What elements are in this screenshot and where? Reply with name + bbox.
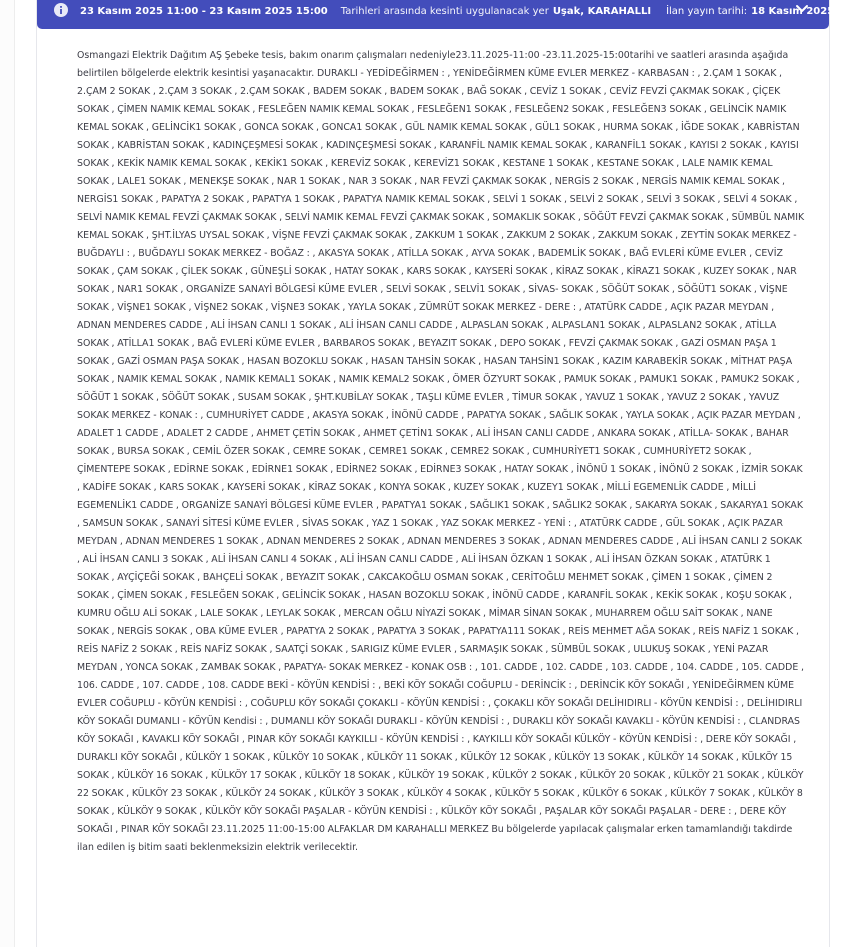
outage-dates: 23 Kasım 2025 11:00 - 23 Kasım 2025 15:00 [80, 6, 328, 17]
location-value: Uşak, KARAHALLI [552, 6, 652, 17]
left-rail [0, 0, 15, 947]
chevron-down-icon[interactable] [793, 2, 811, 16]
header-text [80, 6, 834, 17]
outage-header[interactable] [37, 0, 835, 29]
info-icon [53, 2, 69, 18]
outage-notice-text: Osmangazi Elektrik Dağıtım AŞ Şebeke tesis, bakım onarım çalışmaları nedeniyle23.11.2025-11:00 -23.11.2025-15:00tarihi ve saatleri arasında aşağıda belirtilen bölgelerde elektrik kesintisi yaşanacaktır. DURAKLI - YEDİDEĞİRMEN : , YENİDEĞİRMEN KÜME EVLER MERKEZ - KARBASAN : , 2.ÇAM 1 SOKAK , 2.ÇAM 2 SOKAK , 2.ÇAM 3 SOKAK , 2.ÇAM SOKAK , BADEM SOKAK , BADEM SOKAK , BAĞ SOKAK , CEVİZ 1 SOKAK , CEVİZ FEVZİ ÇAKMAK SOKAK , ÇİÇEK SOKAK , ÇİMEN NAMIK KEMAL SOKAK , FESLEĞEN NAMIK KEMAL SOKAK , FESLEĞEN1 SOKAK , FESLEĞEN2 SOKAK , FESLEĞEN3 SOKAK , GELİNCİK NAMIK KEMAL SOKAK , GELİNCİK1 SOKAK , GONCA SOKAK , GONCA1 SOKAK , GÜL NAMIK KEMAL SOKAK , GÜL1 SOKAK , HURMA SOKAK , İĞDE SOKAK , KABRİSTAN SOKAK , KABRİSTAN SOKAK , KADINÇEŞMESİ SOKAK , KADINÇEŞMESİ SOKAK , KARANFİL NAMIK KEMAL SOKAK , KARANFİL1 SOKAK , KAYISI 2 SOKAK , KAYISI SOKAK , KEKİK NAMIK KEMAL SOKAK , KEKİK1 SOKAK , KEREVİZ SOKAK , KEREVİZ1 SOKAK , KESTANE 1 SOKAK , KESTANE SOKAK , LALE NAMIK KEMAL SOKAK , LALE1 SOKAK , MENEKŞE SOKAK , NAR 1 SOKAK , NAR 3 SOKAK , NAR FEVZİ ÇAKMAK SOKAK , NERGİS 2 SOKAK , NERGİS NAMIK KEMAL SOKAK , NERGİS1 SOKAK , PAPATYA 2 SOKAK , PAPATYA 1 SOKAK , PAPATYA NAMIK KEMAL SOKAK , SELVİ 1 SOKAK , SELVİ 2 SOKAK , SELVİ 3 SOKAK , SELVİ 4 SOKAK , SELVİ NAMIK KEMAL FEVZİ ÇAKMAK SOKAK , SELVİ NAMIK KEMAL FEVZİ ÇAKMAK SOKAK , SOMAKLIK SOKAK , SÖĞÜT FEVZİ ÇAKMAK SOKAK , SÜMBÜL NAMIK KEMAL SOKAK , ŞHT.İLYAS UYSAL SOKAK , VİŞNE FEVZİ ÇAKMAK SOKAK , ZAKKUM 1 SOKAK , ZAKKUM 2 SOKAK , ZAKKUM SOKAK , ZEYTİN SOKAK MERKEZ - BUĞDAYLI : , BUĞDAYLI SOKAK MERKEZ - BOĞAZ : , AKASYA SOKAK , ATİLLA SOKAK , AYVA SOKAK , BADEMLİK SOKAK , BAĞ EVLERİ KÜME EVLER , CEVİZ SOKAK , ÇAM SOKAK , ÇİLEK SOKAK , GÜNEŞLİ SOKAK , HATAY SOKAK , KARS SOKAK , KAYSERİ SOKAK , KİRAZ SOKAK , KİRAZ1 SOKAK , KUZEY SOKAK , NAR SOKAK , NAR1 SOKAK , ORGANİZE SANAYİ BÖLGESİ KÜME EVLER , SELVİ SOKAK , SELVİ1 SOKAK , SİVAS- SOKAK , SÖĞÜT SOKAK , SÖĞÜT1 SOKAK , VİŞNE SOKAK , VİŞNE1 SOKAK , VİŞNE2 SOKAK , VİŞNE3 SOKAK , YAYLA SOKAK , ZÜMRÜT SOKAK MERKEZ - DERE : , ATATÜRK CADDE , AÇIK PAZAR MEYDAN , ADNAN MENDERES CADDE , ALİ İHSAN CANLI 1 SOKAK , ALİ İHSAN CANLI CADDE , ALPASLAN SOKAK , ALPASLAN1 SOKAK , ALPASLAN2 SOKAK , ATİLLA SOKAK , ATİLLA1 SOKAK , BAĞ EVLERİ KÜME EVLER , BARBAROS SOKAK , BEYAZIT SOKAK , DEPO SOKAK , FEVZİ ÇAKMAK SOKAK , GAZİ OSMAN PAŞA 1 SOKAK , GAZİ OSMAN PAŞA SOKAK , HASAN BOZOKLU SOKAK , HASAN TAHSİN SOKAK , HASAN TAHSİN1 SOKAK , KAZIM KARABEKİR SOKAK , MİTHAT PAŞA SOKAK , NAMIK KEMAL SOKAK , NAMIK KEMAL1 SOKAK , NAMIK KEMAL2 SOKAK , ÖMER ÖZYURT SOKAK , PAMUK SOKAK , PAMUK1 SOKAK , PAMUK2 SOKAK , SÖĞÜT 1 SOKAK , SÖĞÜT SOKAK , SUSAM SOKAK , ŞHT.KUBİLAY SOKAK , TAŞLI KÜME EVLER , TİMUR SOKAK , YAVUZ 1 SOKAK , YAVUZ 2 SOKAK , YAVUZ SOKAK MERKEZ - KONAK : , CUMHURİYET CADDE , AKASYA SOKAK , İNÖNÜ CADDE , PAPATYA SOKAK , SAĞLIK SOKAK , YAYLA SOKAK , AÇIK PAZAR MEYDAN , ADALET 1 CADDE , ADALET 2 CADDE , AHMET ÇETİN SOKAK , AHMET ÇETİN1 SOKAK , ALİ İHSAN CANLI CADDE , ANKARA SOKAK , ATİLLA- SOKAK , BAHAR SOKAK , BURSA SOKAK , CEMİL ÖZER SOKAK , CEMRE SOKAK , CEMRE1 SOKAK , CEMRE2 SOKAK , CUMHURİYET1 SOKAK , CUMHURİYET2 SOKAK , ÇİMENTEPE SOKAK , EDİRNE SOKAK , EDİRNE1 SOKAK , EDİRNE2 SOKAK , EDİRNE3 SOKAK , HATAY SOKAK , İNÖNÜ 1 SOKAK , İNÖNÜ 2 SOKAK , İZMİR SOKAK , KADİFE SOKAK , KARS SOKAK , KAYSERİ SOKAK , KİRAZ SOKAK , KONYA SOKAK , KUZEY SOKAK , KUZEY1 SOKAK , MİLLİ EGEMENLİK CADDE , MİLLİ EGEMENLİK1 CADDE , ORGANİZE SANAYİ BÖLGESİ KÜME EVLER , PAPATYA1 SOKAK , SAĞLIK1 SOKAK , SAĞLIK2 SOKAK , SAKARYA SOKAK , SAKARYA1 SOKAK , SAMSUN SOKAK , SANAYİ SİTESİ KÜME EVLER , SİVAS SOKAK , YAZ 1 SOKAK , YAZ SOKAK MERKEZ - YENİ : , ATATÜRK CADDE , GÜL SOKAK , AÇIK PAZAR MEYDAN , ADNAN MENDERES 1 SOKAK , ADNAN MENDERES 2 SOKAK , ADNAN MENDERES 3 SOKAK , ADNAN MENDERES CADDE , ALİ İHSAN CANLI 2 SOKAK , ALİ İHSAN CANLI 3 SOKAK , ALİ İHSAN CANLI 4 SOKAK , ALİ İHSAN CANLI CADDE , ALİ İHSAN ÖZKAN 1 SOKAK , ALİ İHSAN ÖZKAN SOKAK , ATATÜRK 1 SOKAK , AYÇİÇEĞİ SOKAK , BAHÇELİ SOKAK , BEYAZIT SOKAK , CAKCAKOĞLU OSMAN SOKAK , CERİTOĞLU MEHMET SOKAK , ÇİMEN 1 SOKAK , ÇİMEN 2 SOKAK , ÇİMEN SOKAK , FESLEĞEN SOKAK , GELİNCİK SOKAK , HASAN BOZOKLU SOKAK , İNÖNÜ CADDE , KARANFİL SOKAK , KEKİK SOKAK , KOŞU SOKAK , KUMRU OĞLU ALİ SOKAK , LALE SOKAK , LEYLAK SOKAK , MERCAN OĞLU NİYAZİ SOKAK , MİMAR SİNAN SOKAK , MUHARREM OĞLU SAİT SOKAK , NANE SOKAK , NERGİS SOKAK , OBA KÜME EVLER , PAPATYA 2 SOKAK , PAPATYA 3 SOKAK , PAPATYA111 SOKAK , REİS MEHMET AĞA SOKAK , REİS NAFİZ 1 SOKAK , REİS NAFİZ 2 SOKAK , REİS NAFİZ SOKAK , SAATÇİ SOKAK , SARIGIZ KÜME EVLER , SARMAŞIK SOKAK , SÜMBÜL SOKAK , ULUKUŞ SOKAK , YENİ PAZAR MEYDAN , YONCA SOKAK , ZAMBAK SOKAK , PAPATYA- SOKAK MERKEZ - KONAK OSB : , 101. CADDE , 102. CADDE , 103. CADDE , 104. CADDE , 105. CADDE , 106. CADDE , 107. CADDE , 108. CADDE BEKİ - KÖYÜN KENDİSİ : , BEKİ KÖY SOKAĞI COĞUPLU - DERİNCİK : , DERİNCİK KÖY SOKAĞI , YENİDEĞİRMEN KÜME EVLER COĞUPLU - KÖYÜN KENDİSİ : , COĞUPLU KÖY SOKAĞI ÇOKAKLI - KÖYÜN KENDİSİ : , ÇOKAKLI KÖY SOKAĞI DELİHIDIRLI - KÖYÜN KENDİSİ : , DELİHIDIRLI KÖY SOKAĞI DUMANLI - KÖYÜN Kendisi : , DUMANLI KÖY SOKAĞI DURAKLI - KÖYÜN KENDİSİ : , DURAKLI KÖY SOKAĞI KAVAKLI - KÖYÜN KENDİSİ : , CLANDRAS KÖY SOKAĞI , KAVAKLI KÖY SOKAĞI , PINAR KÖY SOKAĞI KAYKILLI - KÖYÜN KENDİSİ : , KAYKILLI KÖY SOKAĞI KÜLKÖY - KÖYÜN KENDİSİ : , DERE KÖY SOKAĞI , DURAKLI KÖY SOKAĞI , KÜLKÖY 1 SOKAK , KÜLKÖY 10 SOKAK , KÜLKÖY 11 SOKAK , KÜLKÖY 12 SOKAK , KÜLKÖY 13 SOKAK , KÜLKÖY 14 SOKAK , KÜLKÖY 15 SOKAK , KÜLKÖY 16 SOKAK , KÜLKÖY 17 SOKAK , KÜLKÖY 18 SOKAK , KÜLKÖY 19 SOKAK , KÜLKÖY 2 SOKAK , KÜLKÖY 20 SOKAK , KÜLKÖY 21 SOKAK , KÜLKÖY 22 SOKAK , KÜLKÖY 23 SOKAK , KÜLKÖY 24 SOKAK , KÜLKÖY 3 SOKAK , KÜLKÖY 4 SOKAK , KÜLKÖY 5 SOKAK , KÜLKÖY 6 SOKAK , KÜLKÖY 7 SOKAK , KÜLKÖY 8 SOKAK , KÜLKÖY 9 SOKAK , KÜLKÖY KÖY SOKAĞI PAŞALAR - KÖYÜN KENDİSİ : , KÜLKÖY KÖY SOKAĞI , PAŞALAR KÖY SOKAĞI PAŞALAR - DERE : , DERE KÖY SOKAĞI , PINAR KÖY SOKAĞI 23.11.2025 11:00-15:00 ALFAKLAR DM KARAHALLI MERKEZ Bu bölgelerde yapılacak çalışmalar erken tamamlandığı takdirde ilan edilen iş bitim saati beklenmeksizin elektrik verilecektir. [77, 50, 805, 853]
outage-notice-card [36, 0, 835, 947]
publish-date-value: 18 Kasım 2025 [751, 6, 835, 17]
location-label: Tarihleri arasında kesinti uygulanacak yer [340, 6, 549, 17]
publish-date-label: İlan yayın tarihi: [666, 6, 748, 17]
